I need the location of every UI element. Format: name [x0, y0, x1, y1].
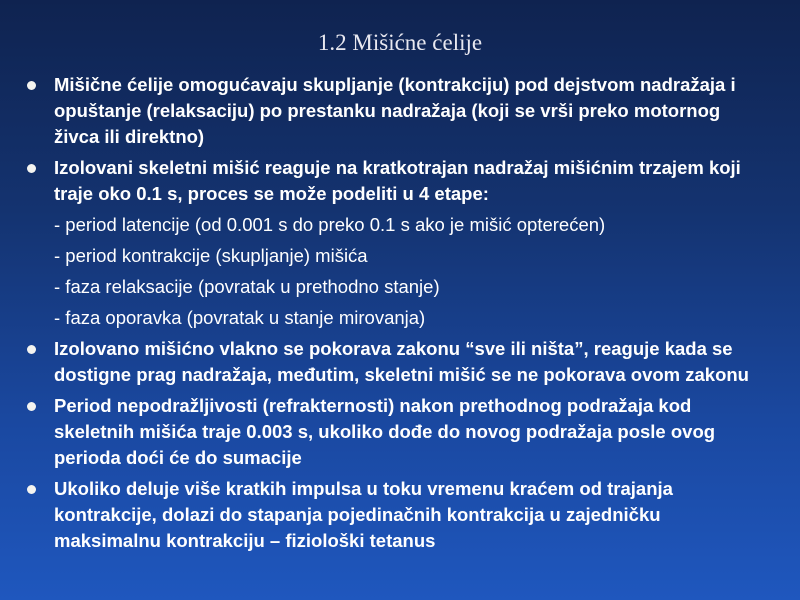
sub-item: - period latencije (od 0.001 s do preko 0.1 s ako je mišić opterećen) — [54, 214, 606, 235]
bullet-text: Mišične ćelije omogućavaju skupljanje (kontrakciju) pod dejstvom nadražaja i opuštanje (relaksaciju) po prestanku nadražaja (koji se vrši preko motornog živca ili direktno) — [54, 74, 736, 147]
bullet-text: Izolovani skeletni mišić reaguje na kratkotrajan nadražaj mišićnim trzajem koji traje oko 0.1 s, proces se može podeliti u 4 etape: — [54, 157, 741, 204]
bullet-dot-icon — [27, 485, 36, 494]
bullet-dot-icon — [27, 164, 36, 173]
bullet-dot-icon — [27, 81, 36, 90]
sub-item: - faza relaksacije (povratak u prethodno stanje) — [54, 276, 440, 297]
slide-content — [0, 72, 800, 559]
bullet-item — [0, 476, 800, 554]
bullet-text: Ukoliko deluje više kratkih impulsa u toku vremenu kraćem od trajanja kontrakcije, dolazi do stapanja pojedinačnih kontrakcija u zajedničku maksimalnu kontrakciju – fiziološki tetanus — [54, 478, 673, 551]
bullet-item — [0, 336, 800, 388]
sub-item: - faza oporavka (povratak u stanje mirovanja) — [54, 307, 426, 328]
slide-title: 1.2 Mišićne ćelije — [317, 30, 483, 55]
bullet-text: Period nepodražljivosti (refrakternosti) nakon prethodnog podražaja kod skeletnih mišića traje 0.003 s, ukoliko dođe do novog podražaja posle ovog perioda doći će do sumacije — [54, 395, 716, 468]
bullet-dot-icon — [27, 402, 36, 411]
bullet-item — [0, 393, 800, 471]
bullet-item — [0, 155, 800, 207]
bullet-item — [0, 72, 800, 150]
bullet-dot-icon — [27, 345, 36, 354]
bullet-text: Izolovano mišićno vlakno se pokorava zakonu “sve ili ništa”, reaguje kada se dostigne prag nadražaja, međutim, skeletni mišić se ne pokorava ovom zakonu — [54, 338, 749, 385]
sub-item: - period kontrakcije (skupljanje) mišića — [54, 245, 368, 266]
